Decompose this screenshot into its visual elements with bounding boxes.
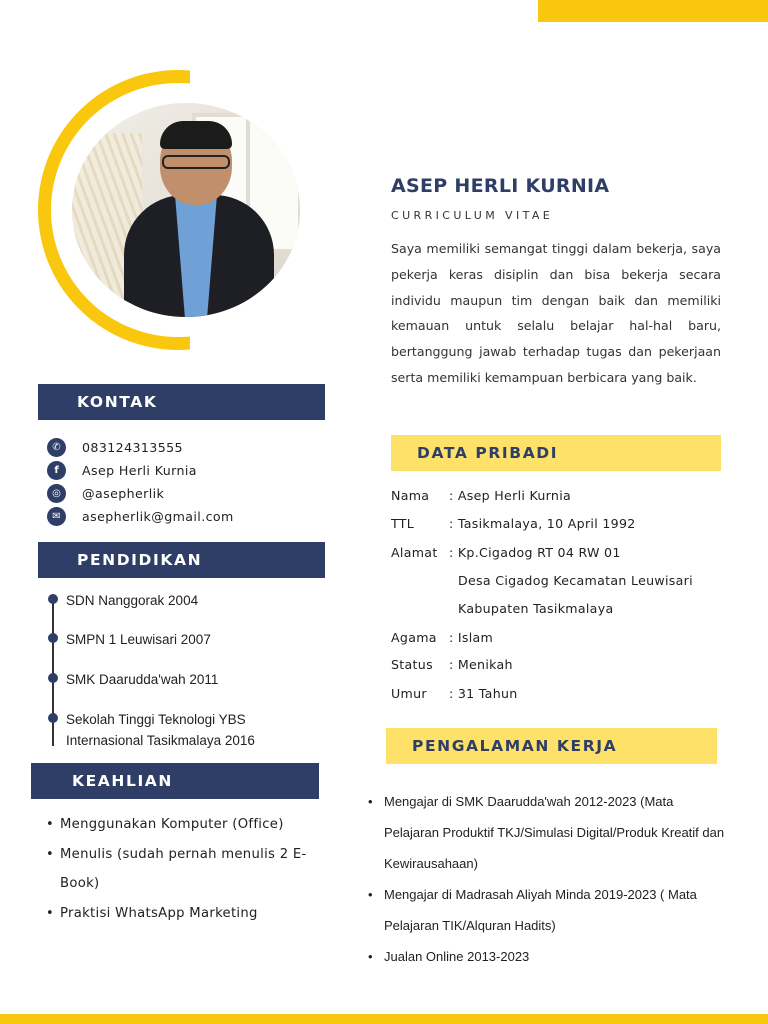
experience-text: Mengajar di Madrasah Aliyah Minda 2019-2023 ( Mata Pelajaran TIK/Alquran Hadits) (384, 887, 697, 933)
contact-instagram (47, 482, 234, 505)
education-text: Sekolah Tinggi Teknologi YBS Internasional Tasikmalaya 2016 (66, 712, 255, 748)
email-text[interactable]: asepherlik@gmail.com (82, 509, 234, 524)
experience-text: Mengajar di SMK Daarudda'wah 2012-2023 (Mata Pelajaran Produktif TKJ/Simulasi Digital/Produk Kreatif dan Kewirausahaan) (384, 794, 725, 871)
profile-photo (72, 103, 300, 317)
data-value: : Tasikmalaya, 10 April 1992 (449, 516, 636, 531)
data-row-agama (391, 630, 493, 645)
data-value: : Menikah (449, 657, 513, 672)
skills-list (46, 810, 326, 928)
person-name: ASEP HERLI KURNIA (391, 175, 610, 197)
facebook-text[interactable]: Asep Herli Kurnia (82, 463, 197, 478)
data-label: TTL (391, 516, 415, 531)
bullet-icon: • (46, 905, 54, 921)
data-value: : 31 Tahun (449, 686, 518, 701)
experience-item (368, 786, 728, 879)
contact-facebook (47, 459, 234, 482)
data-value: Kabupaten Tasikmalaya (458, 601, 614, 616)
data-pribadi-title: DATA PRIBADI (417, 444, 559, 462)
top-accent-bar (538, 0, 768, 22)
education-text: SMK Daarudda'wah 2011 (66, 672, 219, 687)
skill-item (46, 840, 326, 899)
whatsapp-icon: ✆ (47, 438, 66, 457)
education-text: SMPN 1 Leuwisari 2007 (66, 632, 211, 647)
data-row-alamat (391, 545, 621, 560)
data-label: Alamat (391, 545, 438, 560)
kontak-header (38, 384, 325, 420)
skill-text: Menggunakan Komputer (Office) (60, 817, 284, 832)
cv-subtitle: CURRICULUM VITAE (391, 209, 554, 222)
facebook-icon: f (47, 461, 66, 480)
data-pribadi-header (391, 435, 721, 471)
data-label: Status (391, 657, 433, 672)
data-row-nama (391, 488, 571, 503)
experience-item (368, 941, 728, 972)
education-item (48, 669, 218, 690)
data-label: Umur (391, 686, 427, 701)
data-label: Nama (391, 488, 430, 503)
instagram-icon: ◎ (47, 484, 66, 503)
data-row-ttl (391, 516, 636, 531)
skill-text: Praktisi WhatsApp Marketing (60, 905, 258, 921)
bullet-icon: • (46, 817, 54, 832)
contact-email (47, 505, 234, 528)
contact-list (47, 436, 234, 528)
timeline-dot-icon (48, 713, 58, 723)
bottom-accent-bar (0, 1014, 768, 1024)
contact-phone (47, 436, 234, 459)
bullet-icon: • (46, 846, 54, 862)
data-value: : Asep Herli Kurnia (449, 488, 572, 503)
keahlian-header (31, 763, 319, 799)
pengalaman-header (386, 728, 717, 764)
data-row-umur (391, 686, 518, 701)
data-value: Desa Cigadog Kecamatan Leuwisari (458, 573, 693, 588)
experience-list (368, 786, 728, 972)
person-hair (160, 121, 232, 149)
summary-paragraph: Saya memiliki semangat tinggi dalam bekerja, saya pekerja keras disiplin dan bisa bekerja secara individu maupun tim dengan baik dan memiliki kemauan untuk selalu belajar hal-hal baru, bertanggung jawab terhadap tugas dan pekerjaan serta memiliki kemampuan berbicara yang baik. (391, 241, 721, 385)
education-text: SDN Nanggorak 2004 (66, 593, 199, 608)
email-icon: ✉ (47, 507, 66, 526)
timeline-dot-icon (48, 673, 58, 683)
phone-text[interactable]: 083124313555 (82, 440, 183, 455)
bullet-icon: • (368, 794, 373, 809)
skill-item (46, 899, 326, 929)
data-row-alamat-3 (458, 601, 613, 616)
bullet-icon: • (368, 887, 373, 902)
experience-text: Jualan Online 2013-2023 (384, 949, 530, 964)
pengalaman-title: PENGALAMAN KERJA (412, 737, 618, 755)
data-value: : Islam (449, 630, 494, 645)
instagram-text[interactable]: @asepherlik (82, 486, 165, 501)
data-row-status (391, 657, 513, 672)
keahlian-title: KEAHLIAN (72, 772, 173, 790)
pendidikan-title: PENDIDIKAN (77, 551, 203, 569)
education-item (48, 709, 288, 751)
data-value: : Kp.Cigadog RT 04 RW 01 (449, 545, 621, 560)
kontak-title: KONTAK (77, 393, 158, 411)
pendidikan-header (38, 542, 325, 578)
skill-item (46, 810, 326, 840)
data-label: Agama (391, 630, 437, 645)
experience-item (368, 879, 728, 941)
education-item (48, 629, 211, 650)
education-item (48, 590, 198, 611)
timeline-dot-icon (48, 633, 58, 643)
timeline-dot-icon (48, 594, 58, 604)
bullet-icon: • (368, 949, 373, 964)
data-row-alamat-2 (458, 573, 693, 588)
person-glasses (162, 155, 230, 169)
skill-text: Menulis (sudah pernah menulis 2 E-Book) (60, 846, 307, 891)
